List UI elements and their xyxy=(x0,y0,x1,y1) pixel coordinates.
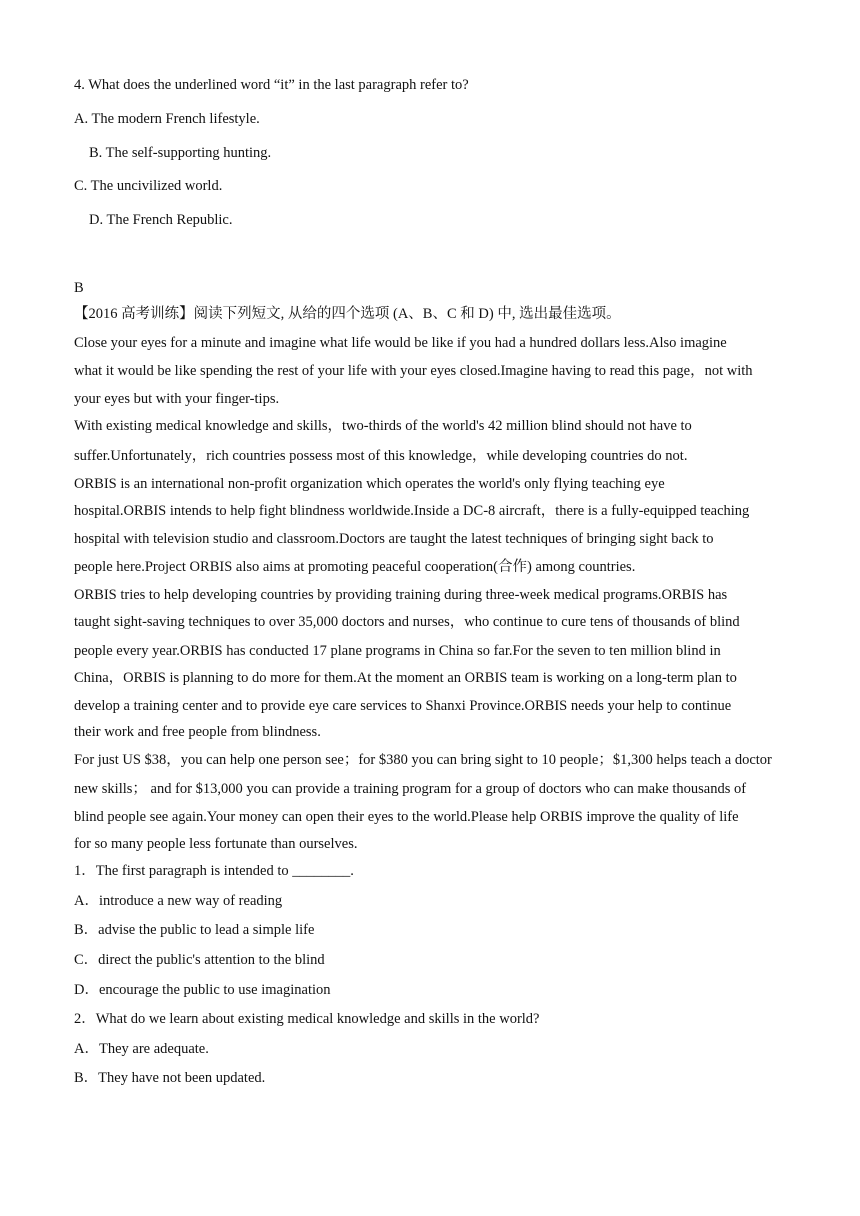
passage-line: suffer.Unfortunately，rich countries possess most of this knowledge，while developing countries do not. xyxy=(74,448,688,464)
passage-line: their work and free people from blindness. xyxy=(74,724,321,740)
passage-line: for so many people less fortunate than ourselves. xyxy=(74,836,358,852)
passage-line: develop a training center and to provide eye care services to Shanxi Province.ORBIS needs your help to continue xyxy=(74,698,732,714)
passage-line: ORBIS is an international non-profit organization which operates the world's only flying teaching eye xyxy=(74,476,665,492)
passage-line: people here.Project ORBIS also aims at promoting peaceful cooperation(合作) among countries. xyxy=(74,559,636,575)
passage-line: For just US $38，you can help one person see；for $380 you can bring sight to 10 people；$1,300 helps teach a doctor xyxy=(74,752,772,768)
passage-line: what it would be like spending the rest of your life with your eyes closed.Imagine having to read this page，not with xyxy=(74,363,753,379)
passage-line: With existing medical knowledge and skills，two-thirds of the world's 42 million blind should not have to xyxy=(74,418,692,434)
answer-option: B. The self-supporting hunting. xyxy=(89,145,272,161)
passage-line: Close your eyes for a minute and imagine what life would be like if you had a hundred dollars less.Also imagine xyxy=(74,335,727,351)
passage-line: blind people see again.Your money can open their eyes to the world.Please help ORBIS improve the quality of life xyxy=(74,809,739,825)
answer-option: C．direct the public's attention to the blind xyxy=(74,952,325,968)
answer-option: A．They are adequate. xyxy=(74,1041,209,1057)
question-stem: 1．The first paragraph is intended to ________. xyxy=(74,863,354,879)
answer-option: B．advise the public to lead a simple life xyxy=(74,922,315,938)
passage-line: China，ORBIS is planning to do more for them.At the moment an ORBIS team is working on a long-term plan to xyxy=(74,670,737,686)
passage-line: hospital.ORBIS intends to help fight blindness worldwide.Inside a DC-8 aircraft，there is a fully-equipped teaching xyxy=(74,503,750,519)
answer-option: A．introduce a new way of reading xyxy=(74,893,283,909)
passage-line: people every year.ORBIS has conducted 17 plane programs in China so far.For the seven to ten million blind in xyxy=(74,643,721,659)
answer-option: C. The uncivilized world. xyxy=(74,178,223,194)
section-label: B xyxy=(74,280,84,296)
question-stem: 2．What do we learn about existing medical knowledge and skills in the world? xyxy=(74,1011,540,1027)
passage-line: hospital with television studio and classroom.Doctors are taught the latest techniques of bringing sight back to xyxy=(74,531,714,547)
passage-line: ORBIS tries to help developing countries by providing training during three-week medical programs.ORBIS has xyxy=(74,587,728,603)
answer-option: D. The French Republic. xyxy=(89,212,233,228)
passage-line: new skills； and for $13,000 you can provide a training program for a group of doctors who can make thousands of xyxy=(74,781,747,797)
answer-option: D．encourage the public to use imagination xyxy=(74,982,331,998)
passage-line: taught sight-saving techniques to over 35,000 doctors and nurses，who continue to cure tens of thousands of blind xyxy=(74,614,740,630)
question-stem: 4. What does the underlined word “it” in the last paragraph refer to? xyxy=(74,77,469,93)
section-instruction: 【2016 高考训练】阅读下列短文, 从给的四个选项 (A、B、C 和 D) 中, 选出最佳选项。 xyxy=(74,306,621,322)
answer-option: A. The modern French lifestyle. xyxy=(74,111,260,127)
answer-option: B．They have not been updated. xyxy=(74,1070,266,1086)
passage-line: your eyes but with your finger-tips. xyxy=(74,391,280,407)
